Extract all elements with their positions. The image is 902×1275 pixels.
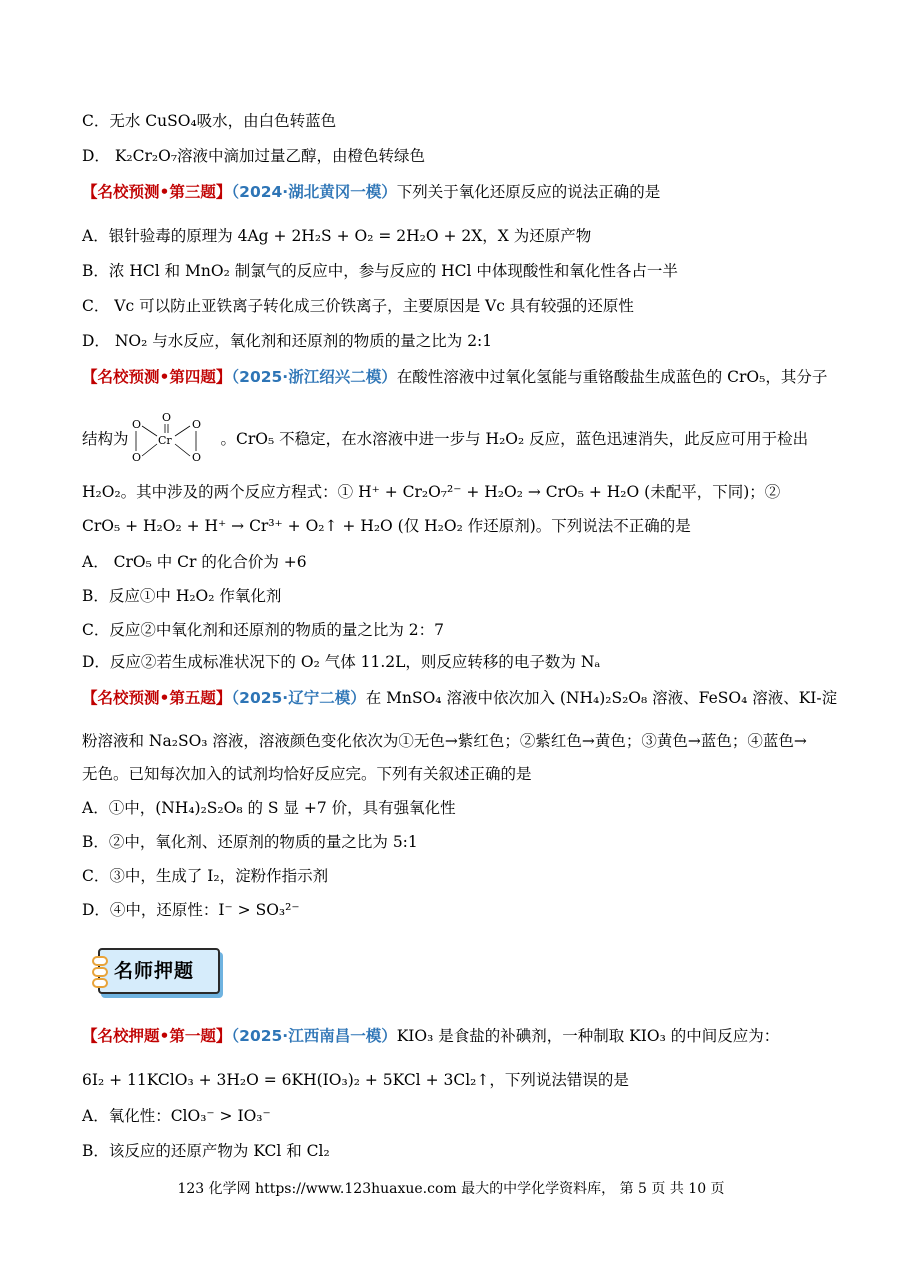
- question-5-header: [82, 688, 837, 708]
- q3-option-d: D． NO₂ 与水反应，氧化剂和还原剂的物质的量之比为 2:1: [82, 332, 493, 350]
- q4-equation-1: H₂O₂。其中涉及的两个反应方程式：① H⁺ + Cr₂O₇²⁻ + H₂O₂ → CrO₅ + H₂O (未配平，下同)；②: [82, 483, 781, 501]
- binder-ring-icon: [92, 978, 108, 988]
- binder-ring-icon: [92, 967, 108, 977]
- banner-title: 名师押题: [114, 960, 195, 982]
- q5-option-a: A．①中，(NH₄)₂S₂O₈ 的 S 显 +7 价，具有强氧化性: [82, 799, 456, 817]
- atom-o: O: [192, 418, 202, 431]
- question-tag: 【名校预测•第三题】: [82, 183, 232, 201]
- q5-option-d: D．④中，还原性：I⁻ > SO₃²⁻: [82, 901, 300, 919]
- question-source: （2025·辽宁二模）: [231, 689, 366, 707]
- question-source: （2025·浙江绍兴二模）: [231, 368, 397, 386]
- q5-stem-line-2: 粉溶液和 Na₂SO₃ 溶液，溶液颜色变化依次为①无色→紫红色；②紫红色→黄色；③黄色→蓝色；④蓝色→: [82, 732, 807, 750]
- prediction-1-header: [82, 1026, 779, 1046]
- q4-option-a: A． CrO₅ 中 Cr 的化合价为 +6: [82, 553, 307, 571]
- question-stem: 下列关于氧化还原反应的说法正确的是: [396, 183, 661, 201]
- structure-suffix: 。CrO₅ 不稳定，在水溶液中进一步与 H₂O₂ 反应，蓝色迅速消失，此反应可用于检出: [220, 430, 809, 448]
- atom-o: O: [132, 451, 142, 464]
- q4-option-b: B．反应①中 H₂O₂ 作氧化剂: [82, 587, 282, 605]
- atom-o: O: [192, 451, 202, 464]
- p1-equation: 6I₂ + 11KClO₃ + 3H₂O = 6KH(IO₃)₂ + 5KCl + 3Cl₂↑，下列说法错误的是: [82, 1071, 629, 1089]
- question-stem: KIO₃ 是食盐的补碘剂，一种制取 KIO₃ 的中间反应为：: [396, 1027, 780, 1045]
- q3-option-a: A．银针验毒的原理为 4Ag + 2H₂S + O₂ = 2H₂O + 2X，X 为还原产物: [82, 227, 592, 245]
- question-tag: 【名校预测•第五题】: [82, 689, 232, 707]
- question-source: （2025·江西南昌一模）: [231, 1027, 397, 1045]
- structure-prefix: 结构为: [82, 430, 129, 448]
- question-tag: 【名校押题•第一题】: [82, 1027, 232, 1045]
- q4-option-c: C．反应②中氧化剂和还原剂的物质的量之比为 2：7: [82, 621, 445, 639]
- q3-option-c: C． Vc 可以防止亚铁离子转化成三价铁离子，主要原因是 Vc 具有较强的还原性: [82, 297, 634, 315]
- q5-option-c: C．③中，生成了 I₂，淀粉作指示剂: [82, 867, 329, 885]
- p1-option-a: A．氧化性：ClO₃⁻ > IO₃⁻: [82, 1107, 271, 1125]
- q5-stem-line-3: 无色。已知每次加入的试剂均恰好反应完。下列有关叙述正确的是: [82, 765, 532, 783]
- section-banner: [90, 942, 220, 996]
- q3-option-b: B．浓 HCl 和 MnO₂ 制氯气的反应中，参与反应的 HCl 中体现酸性和氧化性各占一半: [82, 262, 678, 280]
- binder-ring-icon: [92, 956, 108, 966]
- page-footer: 123 化学网 https://www.123huaxue.com 最大的中学化学资料库， 第 5 页 共 10 页: [177, 1181, 725, 1197]
- p1-option-b: B．该反应的还原产物为 KCl 和 Cl₂: [82, 1142, 330, 1160]
- atom-cr: Cr: [158, 434, 172, 447]
- question-tag: 【名校预测•第四题】: [82, 368, 232, 386]
- cro5-structure-diagram: [128, 412, 212, 466]
- atom-o: O: [162, 412, 172, 424]
- question-4-header: [82, 367, 827, 387]
- question-source: （2024·湖北黄冈一模）: [231, 183, 397, 201]
- question-stem: 在酸性溶液中过氧化氢能与重铬酸盐生成蓝色的 CrO₅，其分子: [396, 368, 828, 386]
- atom-o: O: [132, 418, 142, 431]
- option-d: D． K₂Cr₂O₇溶液中滴加过量乙醇，由橙色转绿色: [82, 147, 426, 165]
- q4-equation-2: CrO₅ + H₂O₂ + H⁺ → Cr³⁺ + O₂↑ + H₂O (仅 H₂O₂ 作还原剂)。下列说法不正确的是: [82, 517, 691, 535]
- question-3-header: [82, 182, 660, 202]
- option-c: C．无水 CuSO₄吸水，由白色转蓝色: [82, 112, 337, 130]
- q5-option-b: B．②中，氧化剂、还原剂的物质的量之比为 5:1: [82, 833, 418, 851]
- q4-option-d: D．反应②若生成标准状况下的 O₂ 气体 11.2L，则反应转移的电子数为 Nₐ: [82, 653, 601, 671]
- question-stem: 在 MnSO₄ 溶液中依次加入 (NH₄)₂S₂O₈ 溶液、FeSO₄ 溶液、KI-淀: [365, 689, 838, 707]
